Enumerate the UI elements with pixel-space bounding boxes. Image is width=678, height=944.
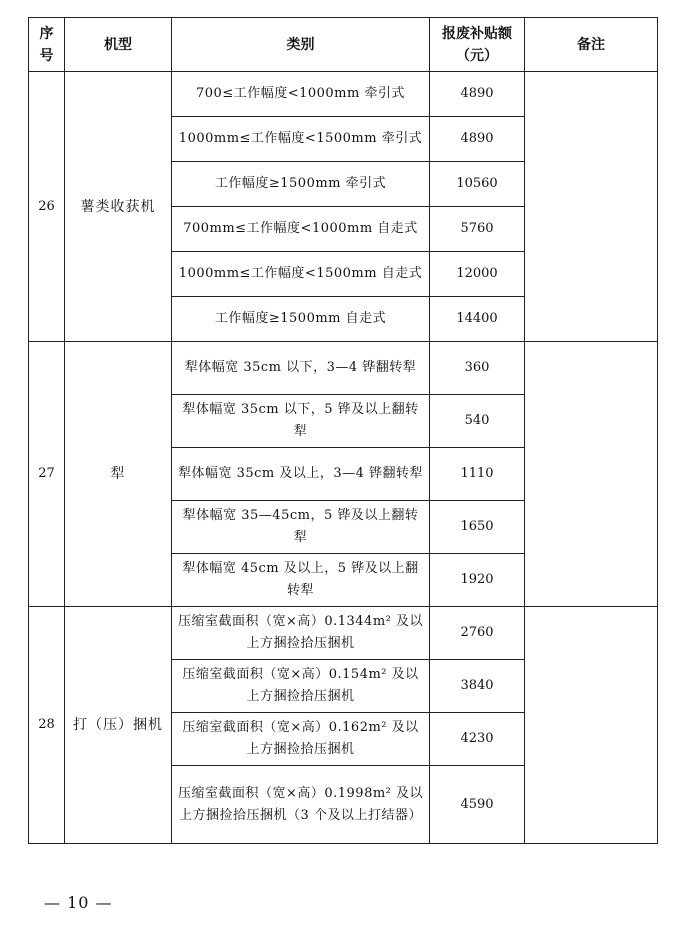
header-remark: 备注 xyxy=(525,18,658,72)
amount-cell: 1110 xyxy=(430,448,525,501)
amount-cell: 5760 xyxy=(430,207,525,252)
table-row xyxy=(29,607,658,660)
group-model: 薯类收获机 xyxy=(65,72,172,342)
category-cell: 犁体幅宽 45cm 及以上，5 铧及以上翻转犁 xyxy=(172,554,430,607)
category-cell: 1000mm≤工作幅度<1500mm 自走式 xyxy=(172,252,430,297)
table-header-row xyxy=(29,18,658,72)
category-cell: 工作幅度≥1500mm 牵引式 xyxy=(172,162,430,207)
category-cell: 1000mm≤工作幅度<1500mm 牵引式 xyxy=(172,117,430,162)
table-row xyxy=(29,72,658,117)
remark-cell xyxy=(525,342,658,607)
category-cell: 犁体幅宽 35cm 及以上，3—4 铧翻转犁 xyxy=(172,448,430,501)
category-cell: 犁体幅宽 35—45cm，5 铧及以上翻转犁 xyxy=(172,501,430,554)
category-cell: 压缩室截面积（宽×高）0.1344m² 及以上方捆捡拾压捆机 xyxy=(172,607,430,660)
amount-cell: 2760 xyxy=(430,607,525,660)
category-cell: 犁体幅宽 35cm 以下，3—4 铧翻转犁 xyxy=(172,342,430,395)
category-cell: 压缩室截面积（宽×高）0.162m² 及以上方捆捡拾压捆机 xyxy=(172,713,430,766)
group-number: 27 xyxy=(29,342,65,607)
amount-cell: 4230 xyxy=(430,713,525,766)
amount-cell: 10560 xyxy=(430,162,525,207)
header-no: 序号 xyxy=(29,18,65,72)
header-amount: 报废补贴额（元） xyxy=(430,18,525,72)
header-category: 类别 xyxy=(172,18,430,72)
group-number: 28 xyxy=(29,607,65,844)
category-cell: 700mm≤工作幅度<1000mm 自走式 xyxy=(172,207,430,252)
amount-cell: 3840 xyxy=(430,660,525,713)
header-model: 机型 xyxy=(65,18,172,72)
remark-cell xyxy=(525,607,658,844)
amount-cell: 540 xyxy=(430,395,525,448)
amount-cell: 4590 xyxy=(430,766,525,844)
amount-cell: 14400 xyxy=(430,297,525,342)
category-cell: 工作幅度≥1500mm 自走式 xyxy=(172,297,430,342)
amount-cell: 4890 xyxy=(430,117,525,162)
page-number: — 10 — xyxy=(44,893,113,912)
amount-cell: 12000 xyxy=(430,252,525,297)
table-row xyxy=(29,342,658,395)
subsidy-table xyxy=(28,17,658,844)
group-model: 打（压）捆机 xyxy=(65,607,172,844)
amount-cell: 1650 xyxy=(430,501,525,554)
category-cell: 700≤工作幅度<1000mm 牵引式 xyxy=(172,72,430,117)
category-cell: 压缩室截面积（宽×高）0.1998m² 及以上方捆捡拾压捆机（3 个及以上打结器） xyxy=(172,766,430,844)
group-number: 26 xyxy=(29,72,65,342)
remark-cell xyxy=(525,72,658,342)
amount-cell: 1920 xyxy=(430,554,525,607)
group-model: 犁 xyxy=(65,342,172,607)
amount-cell: 4890 xyxy=(430,72,525,117)
category-cell: 犁体幅宽 35cm 以下，5 铧及以上翻转犁 xyxy=(172,395,430,448)
amount-cell: 360 xyxy=(430,342,525,395)
category-cell: 压缩室截面积（宽×高）0.154m² 及以上方捆捡拾压捆机 xyxy=(172,660,430,713)
